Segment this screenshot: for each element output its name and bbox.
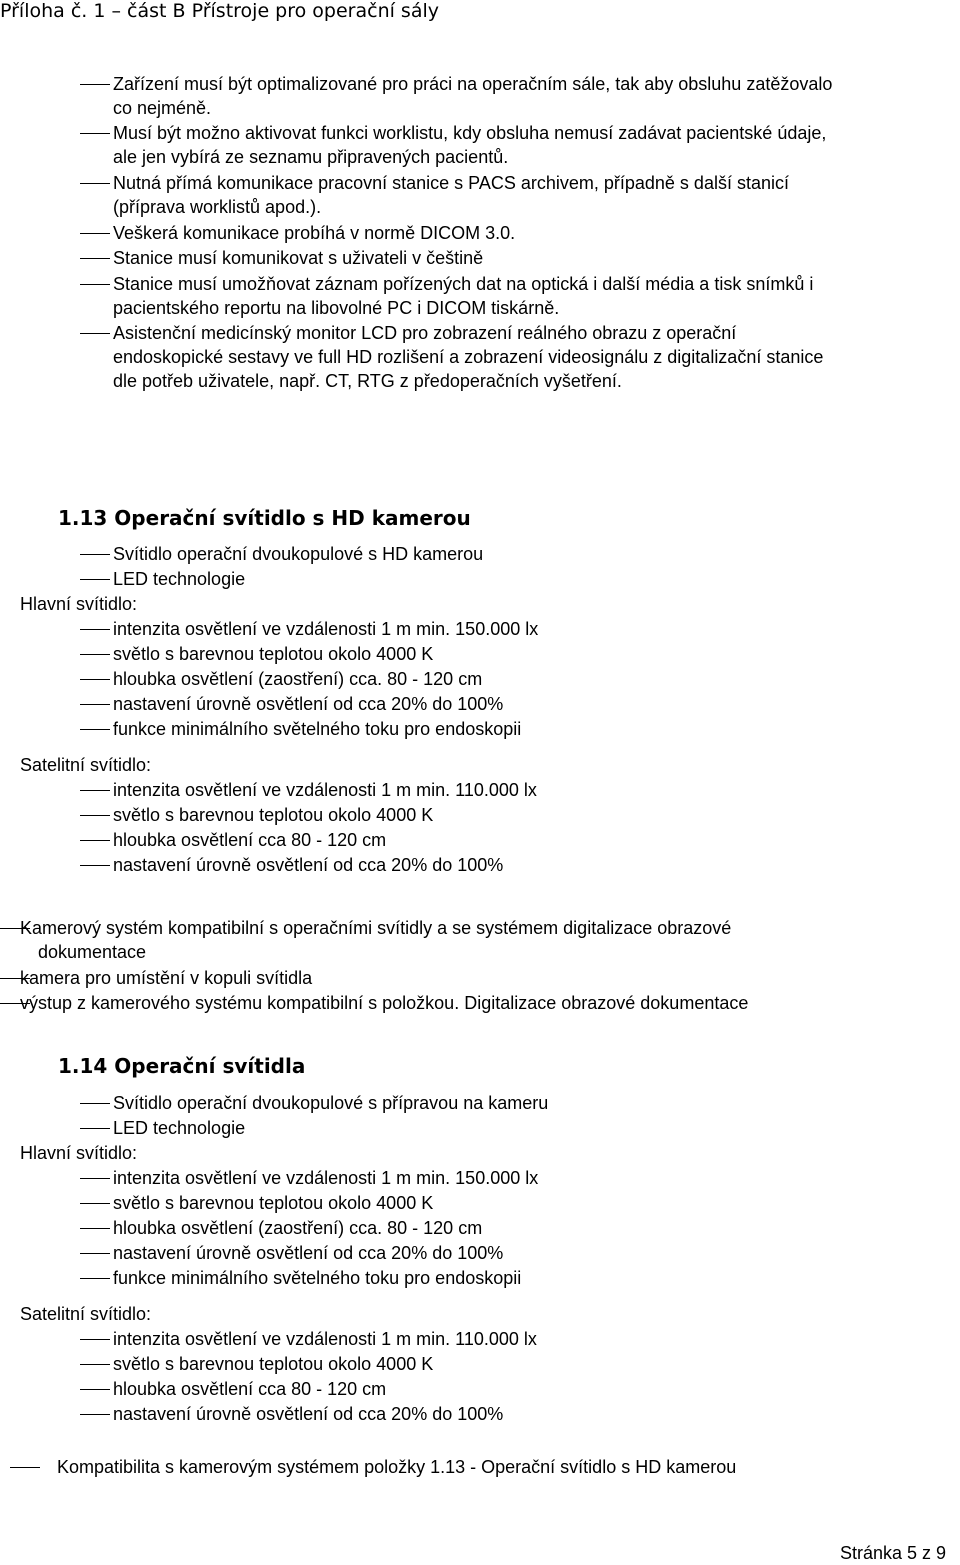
list-bullet-dash xyxy=(80,183,110,184)
compatibility-item: Kompatibilita s kamerovým systémem položky 1.13 - Operační svítidlo s HD kamerou xyxy=(57,1457,737,1477)
main-light-item: světlo s barevnou teplotou okolo 4000 K xyxy=(113,644,434,664)
list-item: Musí být možno aktivovat funkci worklistu, kdy obsluha nemusí zadávat pacientské údaje, xyxy=(113,123,827,143)
main-light-item: hloubka osvětlení (zaostření) cca. 80 - 120 cm xyxy=(113,1218,483,1238)
list-bullet-dash xyxy=(80,679,110,680)
list-bullet-dash xyxy=(80,1253,110,1254)
list-bullet-dash xyxy=(80,1103,110,1104)
list-bullet-dash xyxy=(80,729,110,730)
main-light-item: nastavení úrovně osvětlení od cca 20% do 100% xyxy=(113,1243,504,1263)
list-bullet-dash xyxy=(80,1128,110,1129)
list-item: ale jen vybírá ze seznamu připravených pacientů. xyxy=(113,147,509,167)
list-item: LED technologie xyxy=(113,1118,246,1138)
list-bullet-dash xyxy=(80,840,110,841)
list-bullet-dash xyxy=(80,815,110,816)
list-bullet-dash xyxy=(80,1278,110,1279)
list-item: Asistenční medicínský monitor LCD pro zobrazení reálného obrazu z operační xyxy=(113,323,737,343)
page-footer: Stránka 5 z 9 xyxy=(839,1543,946,1563)
satellite-light-item: hloubka osvětlení cca 80 - 120 cm xyxy=(113,830,387,850)
list-bullet-dash xyxy=(80,84,110,85)
list-bullet-dash xyxy=(80,1178,110,1179)
main-light-label: Hlavní svítidlo: xyxy=(20,1143,138,1163)
list-bullet-dash xyxy=(80,865,110,866)
list-bullet-dash xyxy=(80,1203,110,1204)
satellite-light-item: intenzita osvětlení ve vzdálenosti 1 m min. 110.000 lx xyxy=(113,780,537,800)
list-bullet-dash xyxy=(80,790,110,791)
list-item: Stanice musí umožňovat záznam pořízených dat na optická i další média a tisk snímků i xyxy=(113,274,814,294)
satellite-light-item: nastavení úrovně osvětlení od cca 20% do 100% xyxy=(113,855,504,875)
list-bullet-dash xyxy=(80,233,110,234)
list-item: Veškerá komunikace probíhá v normě DICOM 3.0. xyxy=(113,223,516,243)
list-item: Svítidlo operační dvoukopulové s přípravou na kameru xyxy=(113,1093,549,1113)
list-bullet-dash xyxy=(80,133,110,134)
list-bullet-dash xyxy=(80,579,110,580)
satellite-light-item: světlo s barevnou teplotou okolo 4000 K xyxy=(113,1354,434,1374)
satellite-light-label: Satelitní svítidlo: xyxy=(20,755,152,775)
list-bullet-dash xyxy=(80,1389,110,1390)
section-heading-1-13: 1.13 Operační svítidlo s HD kamerou xyxy=(58,506,471,530)
list-item: co nejméně. xyxy=(113,98,212,118)
list-bullet-dash xyxy=(80,1364,110,1365)
main-light-item: nastavení úrovně osvětlení od cca 20% do 100% xyxy=(113,694,504,714)
list-item: Zařízení musí být optimalizované pro práci na operačním sále, tak aby obsluhu zatěžovalo xyxy=(113,74,833,94)
main-light-item: funkce minimálního světelného toku pro endoskopii xyxy=(113,719,522,739)
main-light-item: světlo s barevnou teplotou okolo 4000 K xyxy=(113,1193,434,1213)
satellite-light-label: Satelitní svítidlo: xyxy=(20,1304,152,1324)
camera-system-item: Kamerový systém kompatibilní s operačními svítidly a se systémem digitalizace obrazové xyxy=(20,918,732,938)
list-bullet-dash xyxy=(80,654,110,655)
main-light-item: hloubka osvětlení (zaostření) cca. 80 - 120 cm xyxy=(113,669,483,689)
camera-system-item: kamera pro umístění v kopuli svítidla xyxy=(20,968,313,988)
main-light-item: intenzita osvětlení ve vzdálenosti 1 m min. 150.000 lx xyxy=(113,1168,539,1188)
list-item: dle potřeb uživatele, např. CT, RTG z předoperačních vyšetření. xyxy=(113,371,622,391)
main-light-label: Hlavní svítidlo: xyxy=(20,594,138,614)
page-header: Příloha č. 1 – část B Přístroje pro operační sály xyxy=(0,0,439,22)
list-item: pacientského reportu na libovolné PC i DICOM tiskárně. xyxy=(113,298,560,318)
list-bullet-dash xyxy=(80,258,110,259)
list-bullet-dash xyxy=(80,1228,110,1229)
list-item: Stanice musí komunikovat s uživateli v češtině xyxy=(113,248,484,268)
satellite-light-item: intenzita osvětlení ve vzdálenosti 1 m min. 110.000 lx xyxy=(113,1329,537,1349)
list-bullet-dash xyxy=(80,704,110,705)
camera-system-item: výstup z kamerového systému kompatibilní s položkou. Digitalizace obrazové dokumentace xyxy=(20,993,749,1013)
list-item: endoskopické sestavy ve full HD rozlišení a zobrazení videosignálu z digitalizační stanice xyxy=(113,347,824,367)
list-bullet-dash xyxy=(80,284,110,285)
list-bullet-dash xyxy=(80,1339,110,1340)
list-bullet-dash xyxy=(80,333,110,334)
satellite-light-item: hloubka osvětlení cca 80 - 120 cm xyxy=(113,1379,387,1399)
main-light-item: intenzita osvětlení ve vzdálenosti 1 m min. 150.000 lx xyxy=(113,619,539,639)
list-item: LED technologie xyxy=(113,569,246,589)
list-item: (příprava worklistů apod.). xyxy=(113,197,322,217)
section-heading-1-14: 1.14 Operační svítidla xyxy=(58,1054,306,1078)
list-bullet-dash xyxy=(80,554,110,555)
camera-system-item: dokumentace xyxy=(38,942,147,962)
satellite-light-item: světlo s barevnou teplotou okolo 4000 K xyxy=(113,805,434,825)
list-bullet-dash xyxy=(10,1467,40,1468)
satellite-light-item: nastavení úrovně osvětlení od cca 20% do 100% xyxy=(113,1404,504,1424)
list-item: Svítidlo operační dvoukopulové s HD kamerou xyxy=(113,544,484,564)
list-item: Nutná přímá komunikace pracovní stanice s PACS archivem, případně s další stanicí xyxy=(113,173,789,193)
list-bullet-dash xyxy=(80,1414,110,1415)
list-bullet-dash xyxy=(80,629,110,630)
main-light-item: funkce minimálního světelného toku pro endoskopii xyxy=(113,1268,522,1288)
